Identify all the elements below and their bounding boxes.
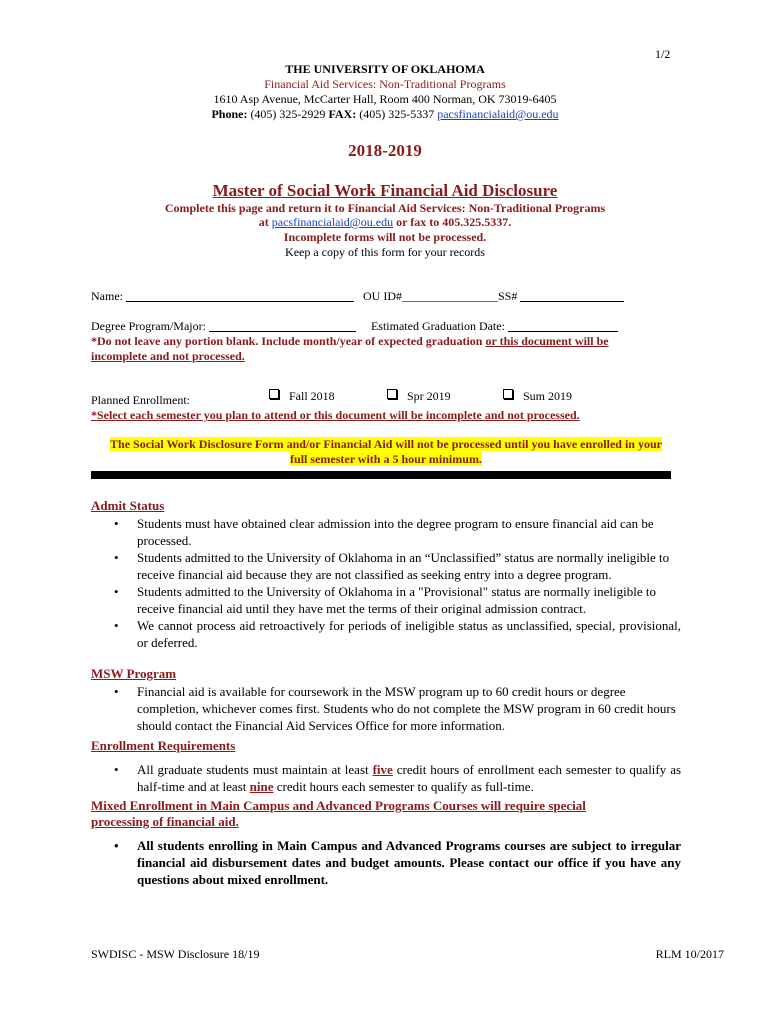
instruction-email-link[interactable]: pacsfinancialaid@ou.edu (271, 215, 394, 229)
spring-label: Spr 2019 (407, 389, 451, 403)
list-item: • Financial aid is available for coursework in the MSW program up to 60 credit hours or degree completion, whichever comes first. Students who do not complete the MSW program in 60 credit hours should contact the Financial Aid Services Office for more information. (114, 684, 676, 733)
name-label: Name: (91, 289, 123, 303)
graduation-label: Estimated Graduation Date: (370, 319, 505, 333)
fall-label: Fall 2018 (289, 389, 335, 403)
name-row (91, 289, 624, 304)
msw-program-list (91, 683, 681, 734)
email-link[interactable]: pacsfinancialaid@ou.edu (437, 107, 559, 121)
office-address: 1610 Asp Avenue, McCarter Hall, Room 400 Norman, OK 73019-6405 (213, 92, 557, 106)
degree-field[interactable] (209, 331, 356, 332)
five-hours: five (372, 762, 393, 777)
instruction-line-4: Keep a copy of this form for your records (285, 245, 485, 259)
instruction-at: at (258, 215, 269, 229)
list-item: • Students admitted to the University of Oklahoma in an “Unclassified” status are normally ineligible to receive financial aid because they are not classified as seeking entry into a degree program. (114, 550, 670, 582)
contact-line (0, 107, 770, 122)
warning-blank-underlined: or this document will be (485, 334, 609, 348)
semester-option-summer[interactable] (503, 389, 572, 404)
fall-checkbox[interactable] (269, 389, 279, 399)
university-name: THE UNIVERSITY OF OKLAHOMA (285, 62, 485, 76)
instruction-line-2 (0, 215, 770, 230)
list-item: • We cannot process aid retroactively for periods of ineligible status as unclassified, special, provisional, or deferred. (114, 618, 681, 650)
instruction-fax: or fax to 405.325.5337. (396, 215, 512, 229)
list-item: • Students admitted to the University of Oklahoma in a "Provisional" status are normally ineligible to receive financial aid until they have met the terms of their original admission contract. (114, 584, 656, 616)
degree-label: Degree Program/Major: (91, 319, 206, 333)
enrollment-requirements-list (91, 761, 681, 795)
section-divider (91, 471, 671, 479)
phone-label: Phone: (211, 107, 248, 121)
mixed-heading-line-2: processing of financial aid. (91, 814, 239, 829)
footer-revision: RLM 10/2017 (655, 947, 724, 961)
ss-field[interactable] (520, 301, 624, 302)
nine-hours: nine (249, 779, 274, 794)
admit-status-list (91, 515, 681, 651)
summer-checkbox[interactable] (503, 389, 513, 399)
academic-year: 2018-2019 (348, 141, 422, 160)
semester-option-spring[interactable] (387, 389, 451, 404)
document-title: Master of Social Work Financial Aid Disclosure (212, 181, 558, 200)
spring-checkbox[interactable] (387, 389, 397, 399)
enrollment-requirements-heading: Enrollment Requirements (91, 738, 236, 753)
warning-blank (91, 334, 651, 364)
enrollment-label: Planned Enrollment: (91, 393, 190, 407)
name-field[interactable] (126, 301, 354, 302)
fax-number: (405) 325-5337 (359, 107, 435, 121)
footer-form-id: SWDISC - MSW Disclosure 18/19 (91, 947, 260, 961)
mixed-enrollment-heading (91, 798, 681, 830)
instruction-line-3: Incomplete forms will not be processed. (283, 230, 487, 244)
msw-program-heading: MSW Program (91, 666, 177, 681)
list-item: • All graduate students must maintain at least five credit hours of enrollment each semester to qualify as half-time and at least nine credit hours each semester to qualify as full-time. (114, 762, 682, 794)
warning-semester: *Select each semester you plan to attend or this document will be incomplete and not processed. (91, 408, 580, 422)
list-item: • Students must have obtained clear admission into the degree program to ensure financial aid can be processed. (114, 516, 654, 548)
mixed-enrollment-list (91, 837, 681, 888)
warning-blank-text: *Do not leave any portion blank. Include month/year of expected graduation (91, 334, 483, 348)
ouid-label: OU ID#________________SS# (363, 289, 518, 303)
instruction-line-1: Complete this page and return it to Financial Aid Services: Non-Traditional Programs (164, 201, 606, 215)
summer-label: Sum 2019 (523, 389, 573, 403)
admit-status-heading: Admit Status (91, 498, 165, 513)
list-item: • All students enrolling in Main Campus and Advanced Programs courses are subject to irregular financial aid disbursement dates and budget amounts. Please contact our office if you have any questions about mixed enrollment. (114, 838, 681, 887)
phone-number: (405) 325-2929 (250, 107, 326, 121)
warning-blank-underlined-2: incomplete and not processed. (91, 349, 245, 363)
highlight-notice (91, 437, 681, 467)
fax-label: FAX: (328, 107, 357, 121)
page-number: 1/2 (655, 47, 671, 61)
office-name: Financial Aid Services: Non-Traditional Programs (264, 77, 506, 91)
highlight-line-2: full semester with a 5 hour minimum. (290, 452, 482, 466)
degree-row (91, 319, 618, 334)
semester-option-fall[interactable] (269, 389, 335, 404)
graduation-field[interactable] (508, 331, 618, 332)
mixed-heading-line-1: Mixed Enrollment in Main Campus and Advanced Programs Courses will require special (91, 798, 586, 813)
highlight-line-1: The Social Work Disclosure Form and/or Financial Aid will not be processed until you have enrolled in your (110, 437, 662, 451)
